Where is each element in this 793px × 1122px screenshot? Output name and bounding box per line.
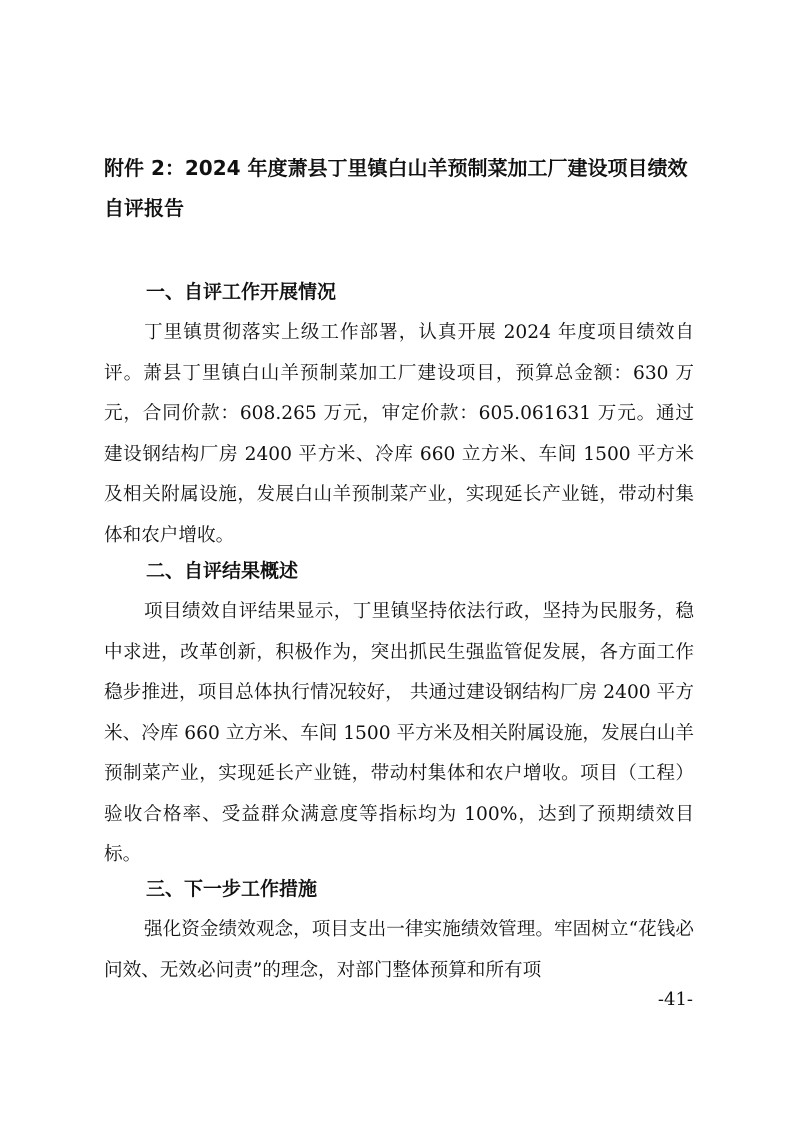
section-heading-3: 三、下一步工作措施: [146, 878, 318, 900]
section-heading-2: 二、自评结果概述: [146, 560, 299, 582]
document-title: 附件 2：2024 年度萧县丁里镇白山羊预制菜加工厂建设项目绩效自评报告: [104, 156, 688, 220]
section-paragraph-1: 丁里镇贯彻落实上级工作部署，认真开展 2024 年度项目绩效自评。萧县丁里镇白山羊预制菜加工厂建设项目，预算总金额：630 万元，合同价款：608.265 万元，审定价款：605.061631 万元。通过建设钢结构厂房 2400 平方米、冷库 660 立方米、车间 1500 平方米及相关附属设施，发展白山羊预制菜产业，实现延长产业链，带动村集体和农户增收。: [104, 322, 694, 546]
section-paragraph-3: 强化资金绩效观念，项目支出一律实施绩效管理。牢固树立“花钱必问效、无效必问责”的理念，对部门整体预算和所有项: [104, 919, 694, 981]
page-number: -41-: [657, 989, 693, 1010]
section-paragraph-2: 项目绩效自评结果显示，丁里镇坚持依法行政，坚持为民服务，稳中求进，改革创新，积极作为，突出抓民生强监管促发展，各方面工作稳步推进，项目总体执行情况较好， 共通过建设钢结构厂房 2400 平方米、冷库 660 立方米、车间 1500 平方米及相关附属设施，发展白山羊预制菜产业，实现延长产业链，带动村集体和农户增收。项目（工程）验收合格率、受益群众满意度等指标均为 100%，达到了预期绩效目标。: [104, 601, 694, 865]
section-heading-1: 一、自评工作开展情况: [146, 281, 337, 303]
